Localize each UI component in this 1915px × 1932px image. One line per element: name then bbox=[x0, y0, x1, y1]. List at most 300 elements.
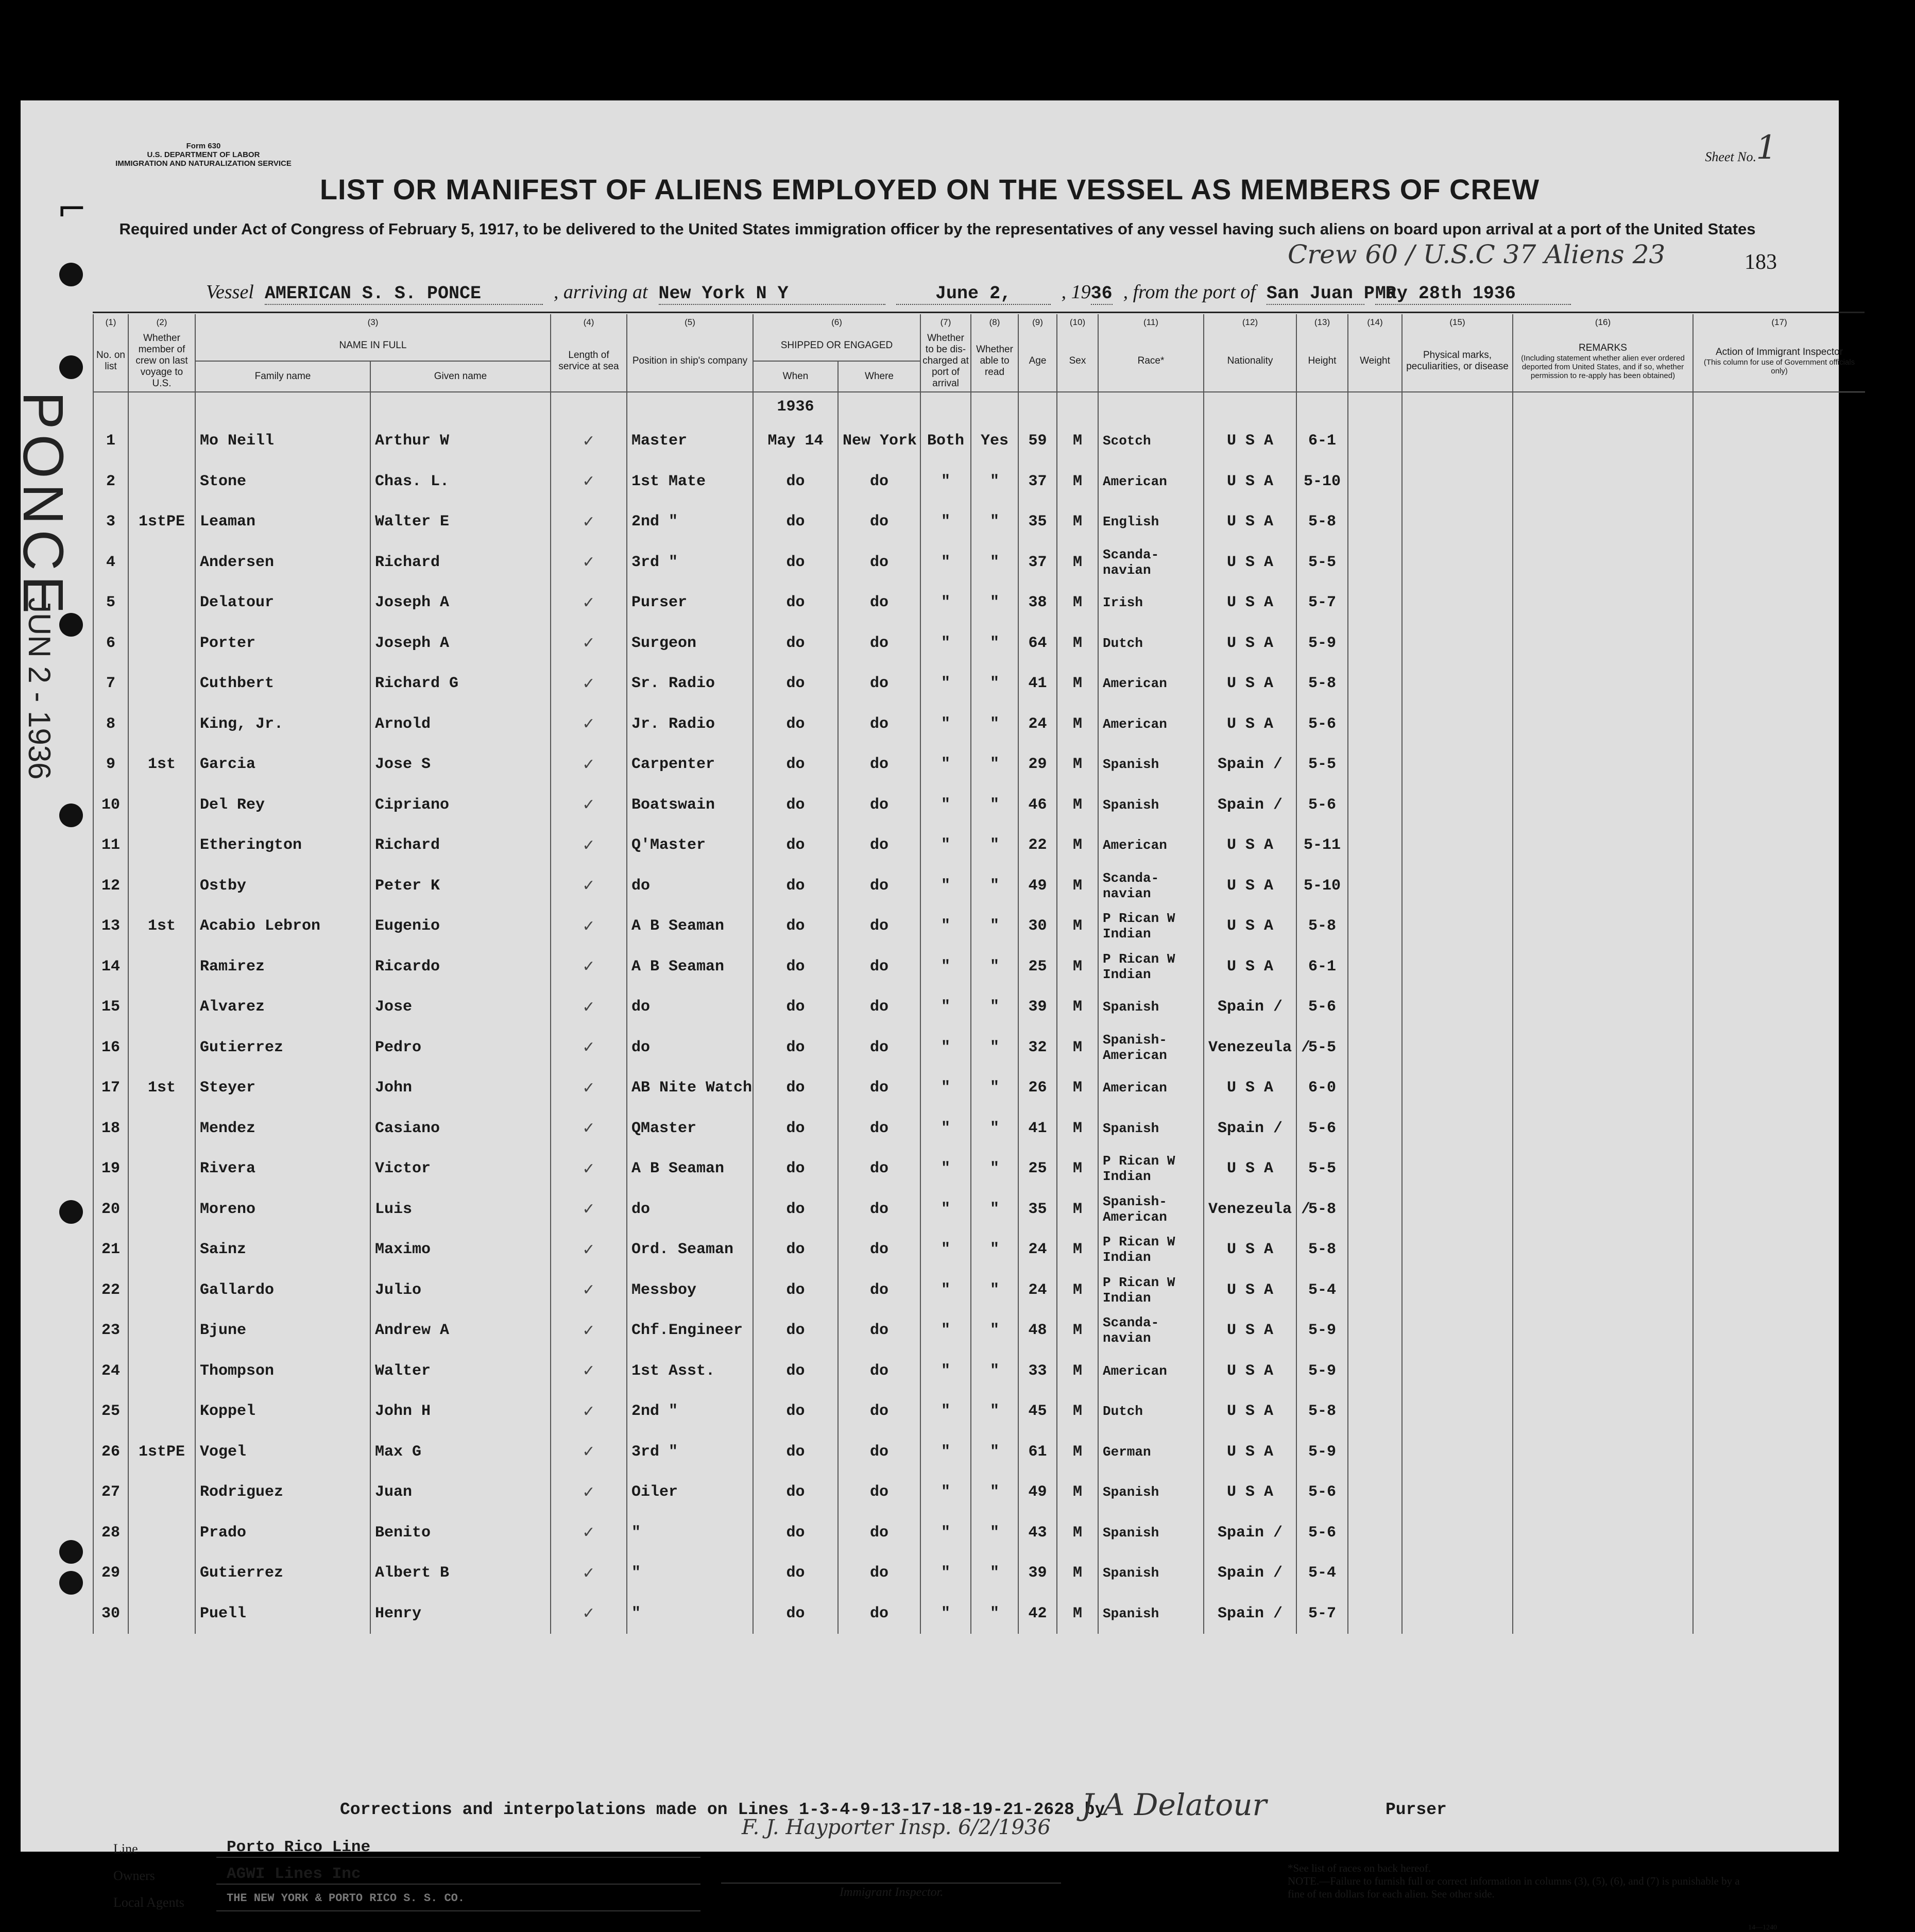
col-num: (3) bbox=[195, 314, 551, 331]
cell-discharged: " bbox=[920, 1513, 971, 1553]
cell-no: 22 bbox=[93, 1270, 128, 1311]
cell-race: Scanda-navian bbox=[1098, 866, 1204, 907]
cell-when: do bbox=[753, 461, 838, 502]
cell-race: Spanish bbox=[1098, 987, 1204, 1028]
cell-voyage bbox=[128, 947, 195, 987]
cell-read: " bbox=[971, 461, 1018, 502]
cell-empty bbox=[1402, 785, 1513, 826]
col-height: Height bbox=[1296, 331, 1348, 392]
cell-age: 59 bbox=[1018, 421, 1057, 461]
cell-sex: M bbox=[1057, 1432, 1098, 1473]
page-number: 183 bbox=[1745, 250, 1777, 274]
cell-voyage bbox=[128, 1553, 195, 1594]
cell-where: do bbox=[838, 1108, 920, 1149]
cell-no: 18 bbox=[93, 1108, 128, 1149]
owners-rule bbox=[216, 1884, 700, 1885]
cell-height: 5-9 bbox=[1296, 623, 1348, 664]
cell-height: 5-8 bbox=[1296, 906, 1348, 947]
cell-sex: M bbox=[1057, 947, 1098, 987]
cell-position: do bbox=[627, 866, 753, 907]
cell-where: do bbox=[838, 825, 920, 866]
cell-when: do bbox=[753, 1391, 838, 1432]
cell-voyage bbox=[128, 1472, 195, 1513]
cell-service: ✓ bbox=[551, 502, 627, 542]
cell-empty bbox=[1513, 906, 1693, 947]
cell-height: 5-5 bbox=[1296, 1028, 1348, 1068]
cell-when: do bbox=[753, 1229, 838, 1270]
cell-when: do bbox=[753, 502, 838, 542]
arrival-date: June 2, bbox=[896, 283, 1051, 305]
cell-given: Henry bbox=[370, 1594, 551, 1634]
cell-empty bbox=[1348, 1028, 1402, 1068]
cell-discharged: " bbox=[920, 1310, 971, 1351]
cell-no: 7 bbox=[93, 663, 128, 704]
punch-hole bbox=[59, 1571, 83, 1595]
cell-height: 6-1 bbox=[1296, 421, 1348, 461]
cell-when: do bbox=[753, 1310, 838, 1351]
cell-service: ✓ bbox=[551, 1028, 627, 1068]
cell-position: Q'Master bbox=[627, 825, 753, 866]
cell-service: ✓ bbox=[551, 1189, 627, 1230]
cell-empty bbox=[1402, 987, 1513, 1028]
cell-voyage bbox=[128, 1594, 195, 1634]
table-row bbox=[93, 542, 1865, 583]
cell-sex: M bbox=[1057, 1513, 1098, 1553]
cell-family: Ramirez bbox=[195, 947, 370, 987]
cell-empty bbox=[1693, 1351, 1865, 1392]
cell-height: 5-8 bbox=[1296, 1229, 1348, 1270]
table-row bbox=[93, 1432, 1865, 1473]
cell-empty bbox=[1513, 502, 1693, 542]
cell-given: Benito bbox=[370, 1513, 551, 1553]
cell-sex: M bbox=[1057, 1149, 1098, 1189]
cell-family: Stone bbox=[195, 461, 370, 502]
cell-height: 5-7 bbox=[1296, 583, 1348, 623]
cell-position: do bbox=[627, 987, 753, 1028]
col-physical-marks: Physical marks, peculiarities, or disease bbox=[1402, 331, 1513, 392]
cell-given: Andrew A bbox=[370, 1310, 551, 1351]
cell-empty bbox=[1513, 1391, 1693, 1432]
table-row bbox=[93, 1553, 1865, 1594]
cell-where: do bbox=[838, 866, 920, 907]
cell-height: 5-11 bbox=[1296, 825, 1348, 866]
agents-rule bbox=[216, 1910, 700, 1911]
cell-read: " bbox=[971, 1432, 1018, 1473]
cell-service: ✓ bbox=[551, 987, 627, 1028]
cell-when: do bbox=[753, 825, 838, 866]
cell-no: 28 bbox=[93, 1513, 128, 1553]
cell-sex: M bbox=[1057, 461, 1098, 502]
cell-nationality: U S A bbox=[1204, 1472, 1296, 1513]
cell-where: do bbox=[838, 1432, 920, 1473]
cell-age: 41 bbox=[1018, 663, 1057, 704]
cell-race: Scanda-navian bbox=[1098, 542, 1204, 583]
cell-discharged: " bbox=[920, 1391, 971, 1432]
cell-given: Albert B bbox=[370, 1553, 551, 1594]
cell-sex: M bbox=[1057, 1189, 1098, 1230]
cell-read: " bbox=[971, 1108, 1018, 1149]
cell-service: ✓ bbox=[551, 1149, 627, 1189]
cell-age: 26 bbox=[1018, 1068, 1057, 1108]
cell-empty bbox=[1693, 1270, 1865, 1311]
cell-age: 37 bbox=[1018, 461, 1057, 502]
cell-service: ✓ bbox=[551, 1391, 627, 1432]
ponce-stamp: PONCE bbox=[11, 391, 75, 619]
purser-label: Purser bbox=[1386, 1800, 1447, 1819]
cell-empty bbox=[1402, 583, 1513, 623]
cell-service: ✓ bbox=[551, 825, 627, 866]
cell-nationality: U S A bbox=[1204, 825, 1296, 866]
cell-no: 6 bbox=[93, 623, 128, 664]
cell-given: Walter E bbox=[370, 502, 551, 542]
table-row bbox=[93, 744, 1865, 785]
cell-empty bbox=[1348, 1553, 1402, 1594]
year-prefix: , 19 bbox=[1061, 281, 1091, 303]
cell-discharged: " bbox=[920, 583, 971, 623]
cell-read: " bbox=[971, 1028, 1018, 1068]
cell-empty bbox=[1348, 502, 1402, 542]
cell-age: 48 bbox=[1018, 1310, 1057, 1351]
crew-rows bbox=[93, 392, 1865, 1634]
cell-empty bbox=[1513, 1513, 1693, 1553]
vessel-line bbox=[206, 281, 1571, 305]
cell-read: " bbox=[971, 502, 1018, 542]
cell-given: Jose bbox=[370, 987, 551, 1028]
table-row bbox=[93, 987, 1865, 1028]
table-row bbox=[93, 1391, 1865, 1432]
cell-position: Oiler bbox=[627, 1472, 753, 1513]
cell-age: 64 bbox=[1018, 623, 1057, 664]
cell-empty bbox=[1402, 1189, 1513, 1230]
col-given-name: Given name bbox=[370, 361, 551, 392]
cell-nationality: U S A bbox=[1204, 1229, 1296, 1270]
cell-race: Irish bbox=[1098, 583, 1204, 623]
penalty-note: NOTE.—Failure to furnish full or correct information in columns (3), (5), (6), and (7) is punishable by a fine of ten dollars for each alien. See other side. bbox=[1288, 1875, 1740, 1900]
cell-discharged: " bbox=[920, 542, 971, 583]
table-row bbox=[93, 1108, 1865, 1149]
cell-sex: M bbox=[1057, 1310, 1098, 1351]
line-label: Line bbox=[113, 1841, 138, 1856]
cell-discharged: " bbox=[920, 785, 971, 826]
cell-race: Scotch bbox=[1098, 421, 1204, 461]
cell-empty bbox=[1348, 1229, 1402, 1270]
owners-value: AGWI Lines Inc bbox=[227, 1865, 361, 1883]
cell-when: do bbox=[753, 1351, 838, 1392]
cell-when: do bbox=[753, 1028, 838, 1068]
cell-nationality: U S A bbox=[1204, 663, 1296, 704]
col-shipped-engaged: SHIPPED OR ENGAGED bbox=[753, 331, 920, 361]
cell-empty bbox=[1693, 1229, 1865, 1270]
cell-empty bbox=[1348, 461, 1402, 502]
agents-label: Local Agents bbox=[113, 1895, 184, 1910]
cell-where: do bbox=[838, 1189, 920, 1230]
col-num: (17) bbox=[1693, 314, 1865, 331]
cell-position: " bbox=[627, 1513, 753, 1553]
cell-where: do bbox=[838, 1028, 920, 1068]
cell-age: 22 bbox=[1018, 825, 1057, 866]
cell-empty bbox=[1693, 1149, 1865, 1189]
cell-no: 29 bbox=[93, 1553, 128, 1594]
cell-read: " bbox=[971, 1391, 1018, 1432]
col-length-of-service: Length of service at sea bbox=[551, 331, 627, 392]
cell-empty bbox=[1402, 1553, 1513, 1594]
cell-given: Peter K bbox=[370, 866, 551, 907]
cell-nationality: Spain / bbox=[1204, 987, 1296, 1028]
owners-label: Owners bbox=[113, 1868, 155, 1883]
cell-position: A B Seaman bbox=[627, 1149, 753, 1189]
cell-position: Surgeon bbox=[627, 623, 753, 664]
cell-age: 24 bbox=[1018, 704, 1057, 745]
cell-empty bbox=[1402, 1351, 1513, 1392]
cell-when: do bbox=[753, 1068, 838, 1108]
cell-where: do bbox=[838, 1351, 920, 1392]
cell-voyage: 1stPE bbox=[128, 1432, 195, 1473]
cell-where: do bbox=[838, 1594, 920, 1634]
cell-sex: M bbox=[1057, 704, 1098, 745]
cell-age: 49 bbox=[1018, 866, 1057, 907]
cell-no: 15 bbox=[93, 987, 128, 1028]
cell-empty bbox=[1402, 1472, 1513, 1513]
cell-race: P Rican W Indian bbox=[1098, 906, 1204, 947]
from-port: San Juan P R bbox=[1266, 283, 1396, 304]
cell-where: do bbox=[838, 1391, 920, 1432]
cell-empty bbox=[1402, 744, 1513, 785]
cell-empty bbox=[1693, 583, 1865, 623]
cell-empty bbox=[1693, 1310, 1865, 1351]
cell-when: do bbox=[753, 1270, 838, 1311]
col-name-in-full: NAME IN FULL bbox=[195, 331, 551, 361]
cell-family: Porter bbox=[195, 623, 370, 664]
cell-when: do bbox=[753, 583, 838, 623]
cell-race: American bbox=[1098, 825, 1204, 866]
cell-empty bbox=[1693, 825, 1865, 866]
cell-age: 25 bbox=[1018, 947, 1057, 987]
cell-height: 5-6 bbox=[1296, 1513, 1348, 1553]
cell-discharged: " bbox=[920, 1594, 971, 1634]
cell-read: " bbox=[971, 583, 1018, 623]
cell-sex: M bbox=[1057, 583, 1098, 623]
cell-empty bbox=[1402, 1310, 1513, 1351]
cell-when: do bbox=[753, 542, 838, 583]
col-num: (12) bbox=[1204, 314, 1296, 331]
cell-empty bbox=[1402, 866, 1513, 907]
cell-nationality: Spain / bbox=[1204, 785, 1296, 826]
cell-position: AB Nite Watch bbox=[627, 1068, 753, 1108]
cell-when: do bbox=[753, 1594, 838, 1634]
cell-when: do bbox=[753, 866, 838, 907]
cell-race: Spanish bbox=[1098, 1513, 1204, 1553]
cell-discharged: " bbox=[920, 663, 971, 704]
cell-discharged: " bbox=[920, 461, 971, 502]
cell-empty bbox=[1513, 1108, 1693, 1149]
cell-no: 16 bbox=[93, 1028, 128, 1068]
cell-no: 8 bbox=[93, 704, 128, 745]
cell-age: 49 bbox=[1018, 1472, 1057, 1513]
cell-no: 19 bbox=[93, 1149, 128, 1189]
cell-empty bbox=[1402, 1432, 1513, 1473]
cell-empty bbox=[1513, 1270, 1693, 1311]
cell-nationality: U S A bbox=[1204, 542, 1296, 583]
cell-empty bbox=[1402, 1229, 1513, 1270]
cell-discharged: " bbox=[920, 987, 971, 1028]
cell-empty bbox=[1513, 421, 1693, 461]
cell-read: " bbox=[971, 1513, 1018, 1553]
cell-where: do bbox=[838, 704, 920, 745]
cell-discharged: " bbox=[920, 704, 971, 745]
cell-no: 24 bbox=[93, 1351, 128, 1392]
cell-empty bbox=[1348, 1149, 1402, 1189]
cell-empty bbox=[1402, 623, 1513, 664]
cell-empty bbox=[1402, 663, 1513, 704]
cell-empty bbox=[1402, 1028, 1513, 1068]
cell-service: ✓ bbox=[551, 583, 627, 623]
page-title: LIST OR MANIFEST OF ALIENS EMPLOYED ON THE VESSEL AS MEMBERS OF CREW bbox=[319, 173, 1540, 206]
cell-no: 26 bbox=[93, 1432, 128, 1473]
cell-read: " bbox=[971, 906, 1018, 947]
cell-nationality: Spain / bbox=[1204, 1553, 1296, 1594]
cell-discharged: " bbox=[920, 1432, 971, 1473]
cell-nationality: U S A bbox=[1204, 502, 1296, 542]
cell-race: American bbox=[1098, 1068, 1204, 1108]
department: U.S. DEPARTMENT OF LABOR bbox=[147, 150, 260, 159]
cell-age: 30 bbox=[1018, 906, 1057, 947]
cell-read: " bbox=[971, 1553, 1018, 1594]
cell-empty bbox=[1693, 866, 1865, 907]
cell-family: Acabio Lebron bbox=[195, 906, 370, 947]
cell-family: Leaman bbox=[195, 502, 370, 542]
cell-race: American bbox=[1098, 704, 1204, 745]
cell-position: QMaster bbox=[627, 1108, 753, 1149]
col-position: Position in ship's company bbox=[627, 331, 753, 392]
cell-position: 3rd " bbox=[627, 542, 753, 583]
cell-nationality: U S A bbox=[1204, 1351, 1296, 1392]
punch-hole bbox=[59, 1200, 83, 1224]
cell-sex: M bbox=[1057, 1553, 1098, 1594]
cell-family: Puell bbox=[195, 1594, 370, 1634]
action-title: Action of Immigrant Inspector bbox=[1715, 347, 1843, 357]
cell-empty bbox=[1402, 542, 1513, 583]
inspector-label: Immigrant Inspector. bbox=[840, 1886, 944, 1899]
table-row bbox=[93, 421, 1865, 461]
cell-family: Thompson bbox=[195, 1351, 370, 1392]
cell-no: 5 bbox=[93, 583, 128, 623]
cell-empty bbox=[1693, 704, 1865, 745]
inspector-rule bbox=[721, 1883, 1061, 1884]
cell-where: do bbox=[838, 1270, 920, 1311]
cell-race: Spanish-American bbox=[1098, 1189, 1204, 1230]
cell-height: 5-8 bbox=[1296, 1189, 1348, 1230]
remarks-note: (Including statement whether alien ever ordered deported from United States, and if so, whether permission to re-apply has been obtained) bbox=[1521, 353, 1685, 380]
cell-service: ✓ bbox=[551, 744, 627, 785]
cell-service: ✓ bbox=[551, 1068, 627, 1108]
cell-empty bbox=[1693, 1513, 1865, 1553]
cell-when: do bbox=[753, 1432, 838, 1473]
cell-service: ✓ bbox=[551, 1432, 627, 1473]
cell-empty bbox=[1693, 1108, 1865, 1149]
cell-no: 10 bbox=[93, 785, 128, 826]
col-num: (9) bbox=[1018, 314, 1057, 331]
cell-empty bbox=[1348, 947, 1402, 987]
cell-given: Eugenio bbox=[370, 906, 551, 947]
table-row bbox=[93, 906, 1865, 947]
cell-given: Richard bbox=[370, 542, 551, 583]
cell-given: Victor bbox=[370, 1149, 551, 1189]
cell-no: 27 bbox=[93, 1472, 128, 1513]
purser-signature: J A Delatour bbox=[1082, 1787, 1267, 1822]
corner-mark: ⌐ bbox=[57, 188, 87, 230]
cell-discharged: " bbox=[920, 906, 971, 947]
cell-position: 3rd " bbox=[627, 1432, 753, 1473]
cell-nationality: Spain / bbox=[1204, 1108, 1296, 1149]
cell-empty bbox=[1513, 542, 1693, 583]
col-num: (5) bbox=[627, 314, 753, 331]
cell-read: " bbox=[971, 785, 1018, 826]
cell-empty bbox=[1402, 1149, 1513, 1189]
vessel-name: AMERICAN S. S. PONCE bbox=[265, 283, 543, 305]
cell-race: P Rican W Indian bbox=[1098, 1270, 1204, 1311]
col-num: (8) bbox=[971, 314, 1018, 331]
cell-family: Bjune bbox=[195, 1310, 370, 1351]
table-row bbox=[93, 1189, 1865, 1230]
cell-discharged: " bbox=[920, 744, 971, 785]
action-note: (This column for use of Government officials only) bbox=[1703, 358, 1855, 375]
table-row bbox=[93, 1068, 1865, 1108]
table-row bbox=[93, 461, 1865, 502]
from-label: , from the port of bbox=[1123, 281, 1256, 303]
cell-where: do bbox=[838, 502, 920, 542]
cell-nationality: U S A bbox=[1204, 906, 1296, 947]
cell-service: ✓ bbox=[551, 1513, 627, 1553]
cell-discharged: Both bbox=[920, 421, 971, 461]
cell-empty bbox=[1513, 785, 1693, 826]
cell-position: Master bbox=[627, 421, 753, 461]
cell-voyage bbox=[128, 866, 195, 907]
cell-discharged: " bbox=[920, 1068, 971, 1108]
col-num: (4) bbox=[551, 314, 627, 331]
cell-given: Arthur W bbox=[370, 421, 551, 461]
cell-where: do bbox=[838, 1553, 920, 1594]
cell-position: Carpenter bbox=[627, 744, 753, 785]
col-num: (1) bbox=[93, 314, 128, 331]
cell-height: 5-7 bbox=[1296, 1594, 1348, 1634]
cell-height: 5-5 bbox=[1296, 1149, 1348, 1189]
cell-empty bbox=[1348, 785, 1402, 826]
cell-empty bbox=[1513, 704, 1693, 745]
cell-given: John H bbox=[370, 1391, 551, 1432]
cell-family: Gutierrez bbox=[195, 1553, 370, 1594]
cell-where: do bbox=[838, 947, 920, 987]
cell-service: ✓ bbox=[551, 785, 627, 826]
col-num: (7) bbox=[920, 314, 971, 331]
cell-read: " bbox=[971, 1149, 1018, 1189]
cell-empty bbox=[1693, 421, 1865, 461]
col-last-voyage: Whether member of crew on last voyage to U.S. bbox=[128, 331, 195, 392]
cell-sex: M bbox=[1057, 623, 1098, 664]
cell-position: do bbox=[627, 1189, 753, 1230]
cell-height: 6-1 bbox=[1296, 947, 1348, 987]
cell-empty bbox=[1348, 1108, 1402, 1149]
cell-service: ✓ bbox=[551, 1108, 627, 1149]
cell-no: 2 bbox=[93, 461, 128, 502]
cell-empty bbox=[1348, 1068, 1402, 1108]
cell-sex: M bbox=[1057, 1472, 1098, 1513]
cell-when: do bbox=[753, 1149, 838, 1189]
cell-height: 5-9 bbox=[1296, 1351, 1348, 1392]
cell-service: ✓ bbox=[551, 421, 627, 461]
cell-read: " bbox=[971, 744, 1018, 785]
cell-empty bbox=[1348, 1513, 1402, 1553]
cell-family: Cuthbert bbox=[195, 663, 370, 704]
